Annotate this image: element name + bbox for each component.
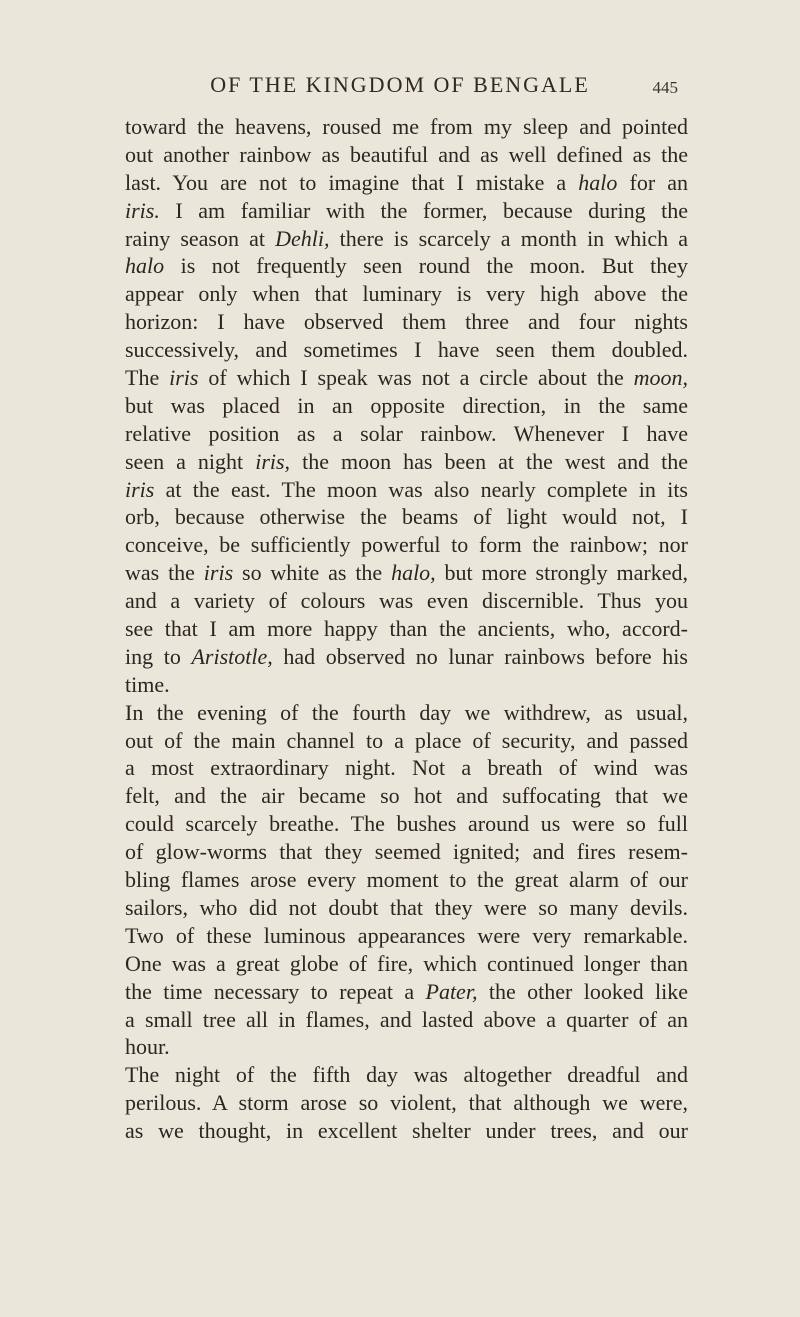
text-run: could scarcely breathe. The bushes around us were so full — [125, 811, 688, 837]
text-run: horizon: I have observed them three and four nights — [125, 309, 688, 335]
text-line — [125, 476, 688, 504]
text-line — [125, 308, 688, 336]
text-line — [125, 531, 688, 559]
text-run: Two of these luminous appearances were very remarkable. — [125, 922, 688, 948]
text-run: but was placed in an opposite direction, in the same — [125, 392, 688, 418]
text-run: a most extraordinary night. Not a breath of wind was — [125, 755, 688, 781]
text-line — [125, 922, 688, 950]
text-line — [125, 950, 688, 978]
text-line — [125, 141, 688, 169]
text-run: see that I am more happy than the ancients, who, accord- — [125, 616, 688, 642]
text-run: was the — [125, 560, 204, 586]
text-run: of glow-worms that they seemed ignited; and fires resem- — [125, 839, 688, 865]
text-line — [125, 1089, 688, 1117]
text-run: perilous. A storm arose so violent, that although we were, — [125, 1090, 688, 1116]
text-line — [125, 894, 688, 922]
text-line — [125, 197, 688, 225]
running-title: OF THE KINGDOM OF BENGALE — [210, 72, 590, 97]
text-line — [125, 615, 688, 643]
text-run: The night of the fifth day was altogether dreadful and — [125, 1062, 688, 1088]
text-line — [125, 1117, 688, 1145]
text-line — [125, 364, 688, 392]
text-run: for an — [617, 169, 689, 195]
text-run: ing to — [125, 643, 192, 669]
text-line — [125, 1033, 688, 1061]
text-run: appear only when that luminary is very high above the — [125, 281, 688, 307]
text-run: is not frequently seen round the moon. But they — [164, 253, 688, 279]
text-run: seen a night — [125, 448, 256, 474]
text-run: hour. — [125, 1034, 170, 1060]
text-line — [125, 252, 688, 280]
italic-text: Pater, — [425, 978, 478, 1004]
text-run: The — [125, 365, 170, 391]
body-text — [125, 113, 688, 1145]
text-run: there is scarcely a month in which a — [329, 225, 688, 251]
text-run: relative position as a solar rainbow. Whenever I have — [125, 420, 688, 446]
text-run: time. — [125, 671, 170, 697]
italic-text: Aristotle, — [191, 643, 273, 669]
text-run: as we thought, in excellent shelter under trees, and our — [125, 1118, 688, 1144]
text-run: rainy season at — [125, 225, 276, 251]
text-run: of which I speak was not a circle about the — [198, 365, 634, 391]
text-line — [125, 280, 688, 308]
text-line — [125, 727, 688, 755]
text-line — [125, 169, 688, 197]
text-line — [125, 810, 688, 838]
text-line — [125, 866, 688, 894]
text-run: out of the main channel to a place of security, and passed — [125, 727, 688, 753]
text-run: had observed no lunar rainbows before his — [272, 643, 688, 669]
text-line — [125, 420, 688, 448]
text-run: felt, and the air became so hot and suffocating that we — [125, 783, 688, 809]
text-run: toward the heavens, roused me from my sleep and pointed — [125, 114, 688, 139]
text-line — [125, 754, 688, 782]
running-head — [0, 72, 800, 112]
text-line — [125, 587, 688, 615]
page-number: 445 — [652, 78, 678, 97]
text-line — [125, 1061, 688, 1089]
text-run: orb, because otherwise the beams of light would not, I — [125, 504, 688, 530]
italic-text: iris, — [255, 448, 291, 474]
text-run: but more strongly marked, — [435, 560, 688, 586]
italic-text: halo — [578, 169, 618, 195]
text-run: a small tree all in flames, and lasted above a quarter of an — [125, 1006, 688, 1032]
text-run: the moon has been at the west and the — [290, 448, 688, 474]
text-run: last. You are not to imagine that I mistake a — [125, 169, 579, 195]
italic-text: iris — [203, 560, 234, 586]
text-line — [125, 978, 688, 1006]
italic-text: halo, — [391, 560, 436, 586]
text-run: and a variety of colours was even discernible. Thus you — [125, 588, 688, 614]
text-run: In the evening of the fourth day we withdrew, as usual, — [125, 699, 688, 725]
text-run: conceive, be sufficiently powerful to form the rainbow; nor — [125, 532, 688, 558]
text-run: One was a great globe of fire, which continued longer than — [125, 950, 688, 976]
text-run: the other looked like — [477, 978, 688, 1004]
text-line — [125, 643, 688, 671]
text-line — [125, 225, 688, 253]
text-line — [125, 448, 688, 476]
italic-text: iris — [125, 476, 155, 502]
text-run: sailors, who did not doubt that they were so many devils. — [125, 894, 688, 920]
italic-text: halo — [125, 253, 165, 279]
text-line — [125, 113, 688, 141]
text-run: I am familiar with the former, because during the — [159, 197, 688, 223]
text-line — [125, 699, 688, 727]
text-run: the time necessary to repeat a — [125, 978, 426, 1004]
italic-text: iris — [169, 365, 199, 391]
text-run: bling flames arose every moment to the great alarm of our — [125, 867, 688, 893]
text-line — [125, 392, 688, 420]
text-line — [125, 782, 688, 810]
text-line — [125, 336, 688, 364]
text-line — [125, 559, 688, 587]
text-run: so white as the — [233, 560, 392, 586]
italic-text: iris. — [125, 197, 160, 223]
text-line — [125, 1006, 688, 1034]
italic-text: moon, — [633, 365, 688, 391]
text-run: successively, and sometimes I have seen them doubled. — [125, 337, 688, 363]
text-line — [125, 838, 688, 866]
text-line — [125, 671, 688, 699]
text-run: out another rainbow as beautiful and as well defined as the — [125, 141, 688, 167]
text-line — [125, 503, 688, 531]
italic-text: Dehli, — [275, 225, 330, 251]
text-run: at the east. The moon was also nearly complete in its — [154, 476, 688, 502]
